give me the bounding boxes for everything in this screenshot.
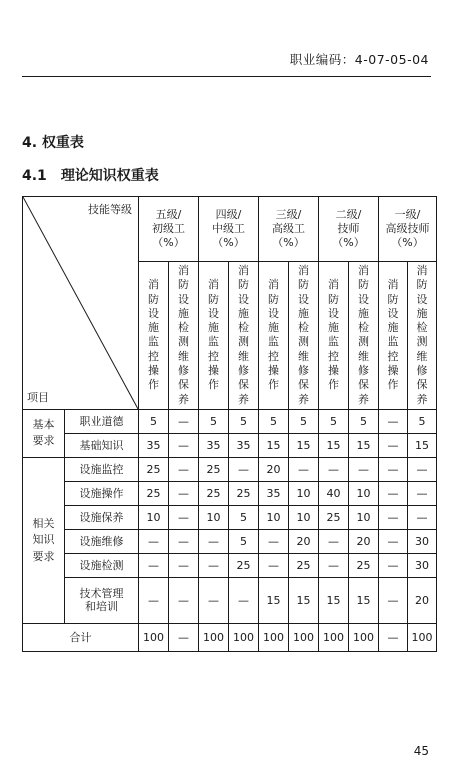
level-header-1: 一级/ 高级技师 （%） xyxy=(379,197,437,262)
table-cell: — xyxy=(199,553,229,577)
page-number: 45 xyxy=(413,744,429,758)
table-cell: — xyxy=(259,553,289,577)
table-cell: — xyxy=(259,529,289,553)
table-cell: — xyxy=(349,457,379,481)
table-cell: 5 xyxy=(229,529,259,553)
total-cell: 100 xyxy=(139,623,169,651)
total-cell: 100 xyxy=(229,623,259,651)
table-cell: 30 xyxy=(408,529,437,553)
sub-header-maintain: 消防设施检测维修保养 xyxy=(229,262,259,410)
table-cell: — xyxy=(169,481,199,505)
table-cell: 25 xyxy=(229,553,259,577)
table-cell: 10 xyxy=(289,505,319,529)
table-cell: 15 xyxy=(408,433,437,457)
table-cell: 5 xyxy=(408,409,437,433)
sub-header-monitor: 消防设施监控操作 xyxy=(379,262,408,410)
table-cell: 20 xyxy=(259,457,289,481)
table-cell: 35 xyxy=(199,433,229,457)
table-cell: 10 xyxy=(349,505,379,529)
table-cell: — xyxy=(169,409,199,433)
table-cell: — xyxy=(408,457,437,481)
total-cell: 100 xyxy=(259,623,289,651)
table-cell: 25 xyxy=(229,481,259,505)
table-cell: — xyxy=(319,457,349,481)
total-cell: 100 xyxy=(199,623,229,651)
table-cell: — xyxy=(379,409,408,433)
table-cell: 5 xyxy=(229,409,259,433)
sub-header-monitor: 消防设施监控操作 xyxy=(259,262,289,410)
sub-header-maintain: 消防设施检测维修保养 xyxy=(408,262,437,410)
row-label: 技术管理 和培训 xyxy=(65,577,139,623)
table-cell: 20 xyxy=(408,577,437,623)
table-cell: — xyxy=(379,553,408,577)
table-cell: — xyxy=(379,577,408,623)
row-label: 设施监控 xyxy=(65,457,139,481)
table-cell: 35 xyxy=(139,433,169,457)
table-cell: 25 xyxy=(349,553,379,577)
group-related-knowledge: 相关 知识 要求 xyxy=(23,457,65,623)
table-cell: — xyxy=(319,553,349,577)
level-header-2: 二级/ 技师 （%） xyxy=(319,197,379,262)
table-cell: 15 xyxy=(349,577,379,623)
table-cell: 25 xyxy=(199,481,229,505)
group-basic-requirements: 基本 要求 xyxy=(23,409,65,457)
total-cell: — xyxy=(379,623,408,651)
table-cell: 5 xyxy=(259,409,289,433)
table-row xyxy=(23,577,437,623)
sub-header-maintain: 消防设施检测维修保养 xyxy=(349,262,379,410)
weight-table xyxy=(22,196,437,652)
table-cell: — xyxy=(379,505,408,529)
corner-item-label: 项目 xyxy=(27,391,49,405)
table-cell: 15 xyxy=(259,577,289,623)
diagonal-line xyxy=(23,197,138,409)
sub-header-maintain: 消防设施检测维修保养 xyxy=(289,262,319,410)
table-cell: 25 xyxy=(139,481,169,505)
table-cell: — xyxy=(379,529,408,553)
table-row xyxy=(23,553,437,577)
sub-header-monitor: 消防设施监控操作 xyxy=(139,262,169,410)
subsection-title: 理论知识权重表 xyxy=(60,168,159,184)
sub-header-monitor: 消防设施监控操作 xyxy=(319,262,349,410)
table-cell: 15 xyxy=(319,433,349,457)
total-cell: 100 xyxy=(349,623,379,651)
sub-header-maintain: 消防设施检测维修保养 xyxy=(169,262,199,410)
table-cell: — xyxy=(169,577,199,623)
row-label: 职业道德 xyxy=(65,409,139,433)
table-cell: 15 xyxy=(289,433,319,457)
table-cell: 25 xyxy=(319,505,349,529)
row-label: 设施维修 xyxy=(65,529,139,553)
table-cell: 5 xyxy=(349,409,379,433)
table-cell: — xyxy=(169,553,199,577)
total-row xyxy=(23,623,437,651)
table-cell: 10 xyxy=(199,505,229,529)
table-cell: — xyxy=(379,433,408,457)
occupation-code: 职业编码：4-07-05-04 xyxy=(289,52,429,67)
table-cell: — xyxy=(139,529,169,553)
table-cell: 20 xyxy=(289,529,319,553)
row-label: 设施操作 xyxy=(65,481,139,505)
level-header-4: 四级/ 中级工 （%） xyxy=(199,197,259,262)
total-cell: 100 xyxy=(289,623,319,651)
level-header-3: 三级/ 高级工 （%） xyxy=(259,197,319,262)
table-cell: 10 xyxy=(289,481,319,505)
table-cell: 15 xyxy=(349,433,379,457)
table-cell: 15 xyxy=(289,577,319,623)
table-cell: — xyxy=(199,577,229,623)
table-cell: 25 xyxy=(289,553,319,577)
table-cell: — xyxy=(199,529,229,553)
table-cell: 35 xyxy=(259,481,289,505)
row-label: 设施检测 xyxy=(65,553,139,577)
total-cell: 100 xyxy=(408,623,437,651)
table-cell: 30 xyxy=(408,553,437,577)
table-row xyxy=(23,433,437,457)
table-cell: 5 xyxy=(319,409,349,433)
level-header-5: 五级/ 初级工 （%） xyxy=(139,197,199,262)
table-row xyxy=(23,457,437,481)
table-cell: 5 xyxy=(139,409,169,433)
level-header-row xyxy=(23,197,437,262)
section-title: 权重表 xyxy=(41,135,84,151)
table-cell: — xyxy=(169,457,199,481)
table-cell: — xyxy=(229,577,259,623)
corner-cell xyxy=(23,197,139,410)
table-row xyxy=(23,481,437,505)
table-cell: — xyxy=(169,433,199,457)
header-rule xyxy=(22,76,431,77)
table-row xyxy=(23,529,437,553)
table-cell: — xyxy=(379,457,408,481)
sub-header-monitor: 消防设施监控操作 xyxy=(199,262,229,410)
section-heading xyxy=(22,132,84,152)
total-cell: 100 xyxy=(319,623,349,651)
table-cell: 10 xyxy=(349,481,379,505)
table-cell: — xyxy=(229,457,259,481)
table-cell: 5 xyxy=(199,409,229,433)
row-label: 设施保养 xyxy=(65,505,139,529)
table-cell: 5 xyxy=(229,505,259,529)
table-cell: — xyxy=(139,553,169,577)
table-cell: — xyxy=(139,577,169,623)
section-number: 4. xyxy=(22,135,38,151)
subsection-number: 4.1 xyxy=(22,168,47,184)
table-cell: 10 xyxy=(139,505,169,529)
table-cell: 35 xyxy=(229,433,259,457)
table-cell: — xyxy=(169,529,199,553)
total-cell: — xyxy=(169,623,199,651)
table-cell: 15 xyxy=(319,577,349,623)
table-cell: — xyxy=(379,481,408,505)
table-cell: — xyxy=(289,457,319,481)
total-label: 合计 xyxy=(23,623,139,651)
row-label: 基础知识 xyxy=(65,433,139,457)
table-cell: — xyxy=(319,529,349,553)
table-cell: — xyxy=(169,505,199,529)
table-row xyxy=(23,409,437,433)
table-cell: 40 xyxy=(319,481,349,505)
table-cell: 15 xyxy=(259,433,289,457)
table-cell: 25 xyxy=(199,457,229,481)
table-cell: 10 xyxy=(259,505,289,529)
table-cell: — xyxy=(408,505,437,529)
subsection-heading xyxy=(22,165,159,185)
table-cell: 5 xyxy=(289,409,319,433)
table-cell: 20 xyxy=(349,529,379,553)
table-cell: 25 xyxy=(139,457,169,481)
corner-skill-level-label: 技能等级 xyxy=(88,203,132,216)
table-cell: — xyxy=(408,481,437,505)
table-row xyxy=(23,505,437,529)
